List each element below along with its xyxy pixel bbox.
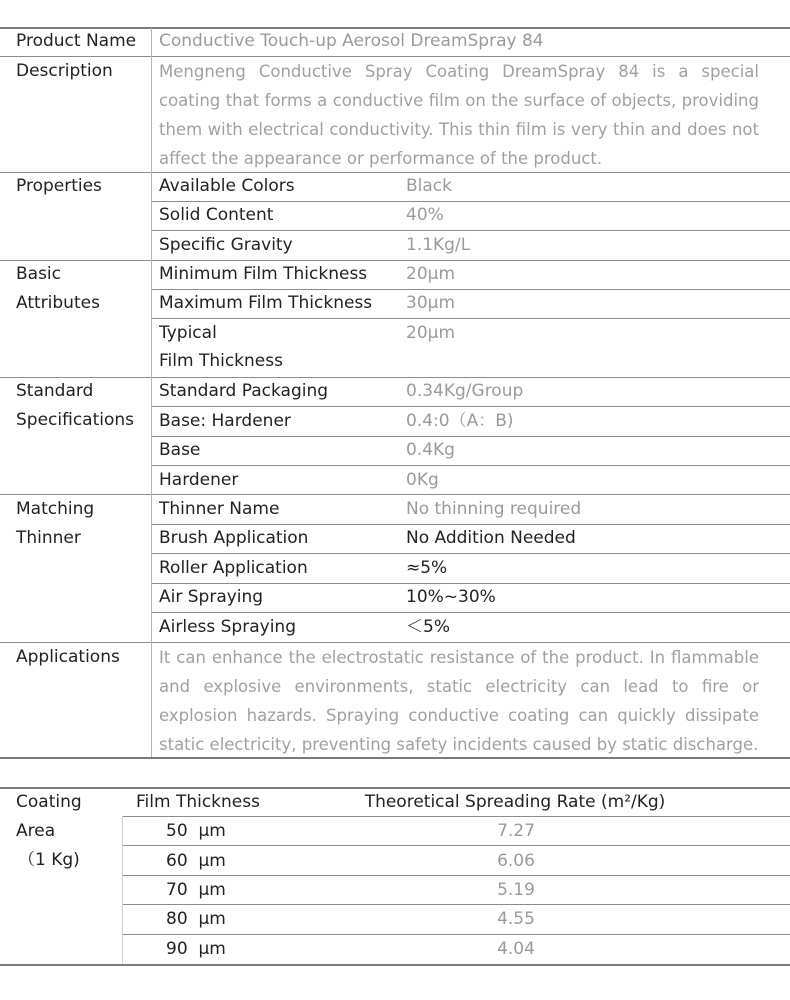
coating-label-line2: Area: [16, 821, 56, 841]
attribute-value: 20μm: [406, 264, 456, 284]
rate-cell: 6.06: [497, 851, 535, 871]
rate-cell: 7.27: [497, 821, 535, 841]
thickness-cell: 50 μm: [166, 821, 226, 841]
col-film-thickness: Film Thickness: [136, 792, 260, 812]
standard-label-line2: Specifications: [16, 410, 135, 430]
attribute-name: Maximum Film Thickness: [159, 293, 373, 313]
spec-value: 0.4:0（A：B): [406, 411, 514, 431]
thickness-cell: 90 μm: [166, 939, 226, 959]
thickness-cell: 80 μm: [166, 909, 226, 929]
coating-label-line3: （1 Kg): [18, 850, 80, 870]
spec-name: Base: [159, 440, 201, 460]
thinner-row-name: Roller Application: [159, 558, 308, 578]
product-name-value: Conductive Touch-up Aerosol DreamSpray 84: [159, 31, 544, 51]
spec-name: Hardener: [159, 470, 239, 490]
property-name: Solid Content: [159, 205, 274, 225]
property-value: 1.1Kg/L: [406, 235, 471, 255]
row-divider: [152, 318, 790, 319]
product-name-label: Product Name: [16, 31, 137, 51]
thinner-row-name: Thinner Name: [159, 499, 280, 519]
coating-label-line1: Coating: [16, 792, 82, 812]
thinner-row-value: ＜5%: [406, 617, 450, 637]
row-divider: [0, 377, 790, 378]
rate-cell: 4.55: [497, 909, 535, 929]
thinner-row-name: Airless Spraying: [159, 617, 296, 637]
standard-label-line1: Standard: [16, 381, 94, 401]
applications-value: It can enhance the electrostatic resistance of the product. In flammable and explosive environments, static electricity can lead to fire or explosion hazards. Spraying conductive coating can quickly dissipate static electricity, preventing safety incidents caused by static discharge.: [159, 648, 759, 754]
property-name: Available Colors: [159, 176, 295, 196]
thinner-row-value: No Addition Needed: [406, 528, 576, 548]
properties-label: Properties: [16, 176, 102, 196]
description-label: Description: [16, 61, 113, 81]
thinner-row-value: No thinning required: [406, 499, 582, 519]
thinner-row-value: ≈5%: [406, 558, 448, 578]
thickness-cell: 70 μm: [166, 880, 226, 900]
thinner-row-value: 10%~30%: [406, 587, 496, 607]
spec-name: Base: Hardener: [159, 411, 291, 431]
thinner-row-name: Air Spraying: [159, 587, 264, 607]
spec-value: 0.34Kg/Group: [406, 381, 524, 401]
typical-label-line1: Typical: [159, 323, 217, 343]
row-divider: [0, 494, 790, 495]
property-value: Black: [406, 176, 452, 196]
thickness-cell: 60 μm: [166, 851, 226, 871]
spec-value: 0Kg: [406, 470, 439, 490]
property-value: 40%: [406, 205, 444, 225]
row-divider: [152, 465, 790, 466]
row-divider: [0, 260, 790, 261]
col-spreading-rate: Theoretical Spreading Rate (m²/Kg): [364, 792, 666, 812]
rate-cell: 5.19: [497, 880, 535, 900]
applications-label: Applications: [16, 647, 120, 667]
thinner-row-name: Brush Application: [159, 528, 309, 548]
coating-column-divider: [122, 816, 123, 964]
attribute-value: 30μm: [406, 293, 456, 313]
basic-label-line2: Attributes: [16, 293, 100, 313]
spec-value: 0.4Kg: [406, 440, 455, 460]
attribute-name: Minimum Film Thickness: [159, 264, 368, 284]
spec-name: Standard Packaging: [159, 381, 329, 401]
row-divider: [152, 436, 790, 437]
typical-label-line2: Film Thickness: [159, 351, 283, 371]
basic-label-line1: Basic: [16, 264, 62, 284]
column-divider: [151, 28, 152, 757]
thinner-label-line2: Thinner: [16, 528, 81, 548]
coating-table-bottom-border: [0, 964, 790, 966]
property-name: Specific Gravity: [159, 235, 293, 255]
rate-cell: 4.04: [497, 939, 535, 959]
thinner-label-line1: Matching: [16, 499, 95, 519]
typical-value: 20μm: [406, 323, 456, 343]
description-value: Mengneng Conductive Spray Coating DreamSpray 84 is a special coating that forms a conductive film on the surface of objects, providing them with electrical conductivity. This thin film is very thin and does not affect the appearance or performance of the product.: [159, 62, 759, 168]
